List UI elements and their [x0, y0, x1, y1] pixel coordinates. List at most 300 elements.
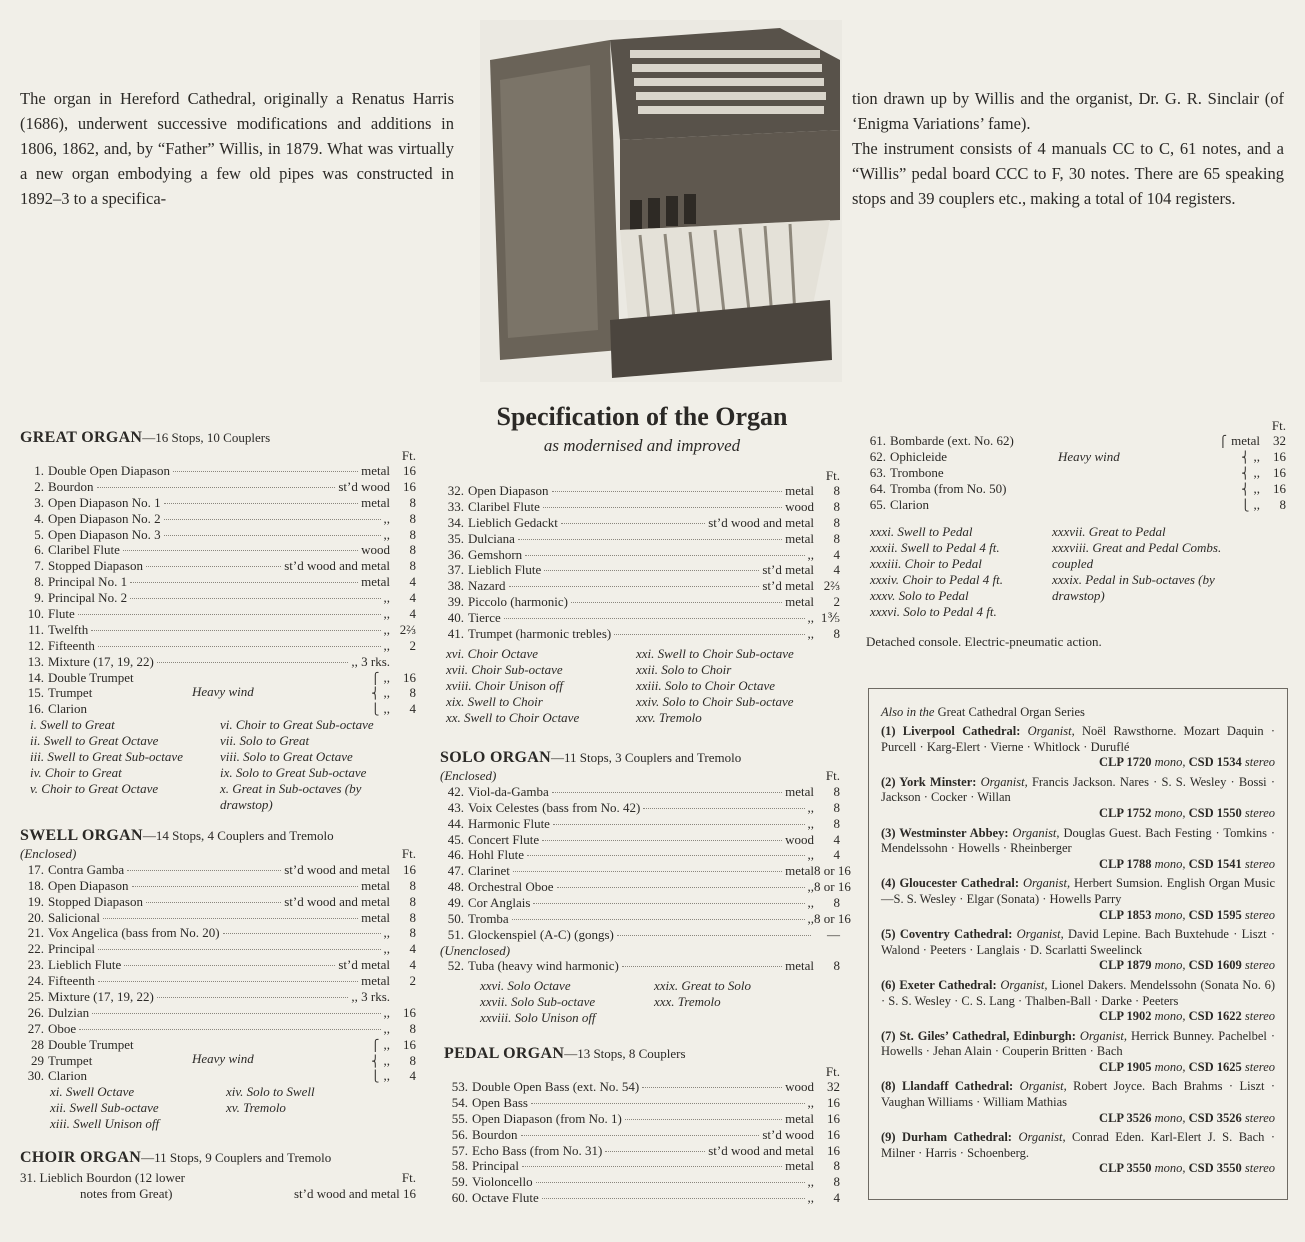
coupler-item: ix. Solo to Great Sub-octave [220, 764, 367, 780]
stop-feet: 8 [833, 783, 840, 799]
swell-heavy-wind-group [20, 1037, 416, 1085]
leader-dots [123, 550, 358, 551]
stop-feet: 16 [403, 1004, 416, 1020]
stop-material: ,, [807, 799, 814, 815]
record-organist-label: Organist, [1079, 1028, 1127, 1043]
stop-number: 48. [447, 879, 464, 895]
stop-material: ,, [1253, 480, 1260, 496]
coupler-item: xxxv. Solo to Pedal [870, 588, 969, 604]
coupler-item: xxxi. Swell to Pedal [870, 524, 973, 540]
stop-number: 30. [27, 1068, 44, 1084]
record-programme: David Lepine. Bach Buxtehude · Liszt · Walond · Peeters · Langlais · D. Scarlatti Sweelinck [881, 927, 1276, 957]
great-organ-section [20, 428, 416, 813]
stop-row [20, 894, 416, 910]
coupler-item: iii. Swell to Great Sub-octave [30, 749, 183, 765]
stop-name: Lieblich Flute [48, 957, 122, 973]
stop-number: 6. [34, 542, 44, 558]
stop-row [440, 531, 840, 547]
record-description [881, 1130, 1275, 1161]
record-organist-label: Organist, [1018, 1130, 1066, 1145]
series-box [868, 688, 1288, 1200]
stop-row [20, 495, 416, 511]
stop-row [440, 483, 840, 499]
stop-row [20, 463, 416, 479]
stop-name: Trumpet [48, 1052, 93, 1068]
record-catalogue [881, 1060, 1275, 1076]
stop-material: metal [1231, 433, 1260, 448]
record-catalogue [881, 958, 1275, 974]
leader-dots [542, 1198, 805, 1199]
stop-feet: 2 [409, 637, 416, 653]
stop-name: Tromba (from No. 50) [890, 480, 1007, 496]
leader-dots [552, 792, 782, 793]
coupler-item: xxxii. Swell to Pedal 4 ft. [870, 540, 1000, 556]
catalogue-mono-number: CLP 1720 [1099, 755, 1152, 770]
pedal-organ-continued [862, 418, 1286, 650]
coupler-item: xxx. Tremolo [654, 993, 721, 1009]
coupler-item: xvi. Choir Octave [446, 645, 539, 661]
stop-feet: 16 [827, 1110, 840, 1126]
stop-name: Dulzian [48, 1004, 90, 1020]
record-description [881, 724, 1275, 755]
stop-row [20, 542, 416, 558]
stop-name: Claribel Flute [48, 542, 120, 558]
record-programme: Douglas Guest. Bach Festing · Tomkins · Mendelssohn · Howells · Rheinberger [881, 825, 1276, 856]
stop-name: Principal [48, 941, 95, 957]
stop-name: Clarinet [468, 863, 510, 879]
record-venue: (6) Exeter Cathedral: [881, 977, 997, 992]
leader-dots [173, 471, 358, 472]
catalogue-stereo-number: CSD 3526 [1188, 1110, 1242, 1125]
stop-material: metal [785, 863, 814, 879]
stop-row [20, 590, 416, 606]
stop-row [440, 863, 851, 879]
leader-dots [79, 1029, 380, 1030]
stop-number: 54. [451, 1094, 468, 1110]
stop-feet: 8 [409, 877, 416, 893]
stop-name: Clarion [48, 1068, 87, 1084]
catalogue-stereo-number: CSD 1541 [1188, 856, 1242, 871]
stop-material: st’d metal [762, 578, 814, 594]
leader-dots [527, 855, 805, 856]
swell-organ-section [20, 826, 416, 1132]
stop-name: Harmonic Flute [468, 815, 550, 831]
stop-feet: 16 [403, 669, 416, 685]
stop-material: ,, [807, 1174, 814, 1190]
stop-feet: 16 [1273, 448, 1286, 464]
stop-feet: 4 [409, 1068, 416, 1084]
leader-dots [92, 1013, 380, 1014]
record-catalogue [881, 857, 1275, 873]
coupler-item: xii. Swell Sub-octave [50, 1100, 159, 1116]
stop-number: 22. [27, 941, 44, 957]
stop-name: Contra Gamba [48, 861, 125, 877]
stop-row [440, 515, 840, 531]
stop-number: 37. [447, 562, 464, 578]
leader-dots [223, 933, 381, 934]
leader-dots [561, 523, 705, 524]
stop-number: 51. [447, 926, 464, 942]
stop-number: 10. [27, 606, 44, 622]
stop-row [20, 527, 416, 543]
stop-feet: 16 [827, 1094, 840, 1110]
record-programme: Francis Jackson. Nares · S. S. Wesley · Bossi · Jackson · Cocker · Willan [881, 774, 1276, 805]
coupler-item: xviii. Choir Unison off [446, 677, 563, 693]
series-record [881, 724, 1275, 771]
ft-label: Ft. [825, 468, 840, 483]
stop-number: 43. [447, 799, 464, 815]
stop-number: 11. [28, 621, 44, 637]
stop-material: ,, 3 rks. [351, 653, 390, 669]
stop-name: Open Diapason No. 2 [48, 510, 161, 526]
stop-name: Vox Angelica (bass from No. 20) [48, 925, 220, 941]
leader-dots [164, 535, 381, 536]
stop-name: Lieblich Gedackt [468, 514, 558, 530]
stop-feet: 8 [409, 893, 416, 909]
record-venue: (1) Liverpool Cathedral: [881, 724, 1021, 738]
stop-name: Echo Bass (from No. 31) [472, 1142, 603, 1158]
stop-feet: 8 or 16 [814, 879, 851, 895]
leader-dots [544, 570, 759, 571]
stop-material: st’d wood and metal [708, 514, 814, 530]
choir-organ-continued [440, 468, 840, 725]
stop-material: ,, [807, 879, 814, 895]
stop-row [440, 895, 840, 911]
stop-feet: 16 [1273, 464, 1286, 480]
stop-name: Stopped Diapason [48, 558, 143, 574]
stop-material: st’d wood [762, 1126, 814, 1142]
stop-material: st’d wood [338, 478, 390, 494]
stop-material: st’d wood and metal [708, 1142, 814, 1158]
stop-row [20, 925, 416, 941]
stop-feet: 8 [833, 626, 840, 642]
stop-name: Open Diapason (from No. 1) [472, 1110, 622, 1126]
great-couplers [20, 717, 416, 812]
stop-material: metal [785, 1110, 814, 1126]
leader-dots [509, 586, 760, 587]
coupler-item: xxvii. Solo Sub-octave [480, 993, 596, 1009]
stop-material: ,, [807, 815, 814, 831]
leader-dots [513, 871, 782, 872]
stop-row [20, 574, 416, 590]
stop-row [440, 562, 840, 578]
stop-feet: 8 [409, 542, 416, 558]
stop-row [440, 816, 840, 832]
stop-name: Salicional [48, 909, 100, 925]
stop-material: metal [361, 574, 390, 590]
stop-number: 42. [447, 783, 464, 799]
stop-feet: 8 [409, 494, 416, 510]
stop-name: Tuba (heavy wind harmonic) [468, 957, 619, 973]
stop-material: metal [785, 957, 814, 973]
stop-name: Trombone [890, 464, 944, 480]
coupler-item: drawstop) [220, 796, 273, 812]
stop-name: Ophicleide [890, 448, 948, 464]
stop-number: 26. [27, 1004, 44, 1020]
stop-material: wood [785, 1079, 814, 1094]
stop-feet: 8 [409, 510, 416, 526]
console-note: Detached console. Electric-pneumatic action. [866, 633, 1102, 649]
stop-row [20, 973, 416, 989]
mono-label: mono, [1154, 958, 1186, 973]
stop-material: ,, [383, 941, 390, 957]
stop-name: Clarion [48, 701, 87, 717]
stop-name: Double Trumpet [48, 669, 134, 685]
stop-material: st’d wood and metal [284, 893, 390, 909]
stop-name: Open Bass [472, 1094, 528, 1110]
brace: ⎧ [371, 1039, 380, 1052]
stop-feet: 8 [833, 799, 840, 815]
organ-console-photo [480, 20, 842, 382]
series-record [881, 876, 1275, 923]
stop-number: 34. [447, 514, 464, 530]
stop-feet: 8 [833, 514, 840, 530]
stop-name: Trumpet [48, 685, 93, 701]
stop-material: st’d wood and metal [284, 558, 390, 574]
stop-row [440, 800, 840, 816]
leader-dots [518, 539, 782, 540]
stop-name: Mixture (17, 19, 22) [48, 653, 154, 669]
coupler-item: drawstop) [1052, 588, 1105, 604]
leader-dots [98, 981, 358, 982]
stop-material: metal [361, 494, 390, 510]
brace: ⎨ [371, 1055, 380, 1068]
coupler-item: xxix. Great to Solo [654, 977, 751, 993]
stop-material: ,, [383, 526, 390, 542]
stop-31-name: 31. Lieblich Bourdon (12 lower [20, 1170, 185, 1185]
leader-dots [504, 618, 805, 619]
stop-number: 3. [34, 494, 44, 510]
stop-material: ,, [383, 925, 390, 941]
stop-feet: 8 [833, 1174, 840, 1190]
record-organist-label: Organist, [1022, 876, 1071, 891]
stereo-label: stereo [1244, 805, 1275, 820]
stop-feet: 4 [833, 1190, 840, 1206]
stereo-label: stereo [1244, 1161, 1275, 1176]
stop-material: st’d wood and metal [284, 861, 390, 877]
stop-material: ,, [1253, 448, 1260, 464]
record-catalogue [881, 1161, 1275, 1177]
leader-dots [533, 903, 804, 904]
record-organist-label: Organist, [1012, 825, 1060, 840]
stop-feet: 16 [403, 861, 416, 877]
stop-material: ,, [807, 626, 814, 642]
stop-number: 63. [869, 464, 886, 480]
stop-number: 2. [34, 478, 44, 494]
coupler-item: viii. Solo to Great Octave [220, 749, 353, 765]
record-organist-label: Organist, [980, 774, 1028, 789]
stop-name: Double Open Bass (ext. No. 54) [472, 1079, 640, 1094]
stop-number: 46. [447, 847, 464, 863]
record-description [881, 978, 1275, 1009]
coupler-item: xxxvii. Great to Pedal [1052, 524, 1166, 540]
stop-material: ,, [383, 637, 390, 653]
coupler-item: xxi. Swell to Choir Sub-octave [636, 645, 794, 661]
stop-row [444, 1158, 840, 1174]
stop-material: metal [785, 483, 814, 498]
stop-feet: 8 [833, 498, 840, 514]
record-venue: (4) Gloucester Cathedral: [881, 876, 1020, 891]
stop-number: 40. [447, 610, 464, 626]
brace: ⎩ [1241, 499, 1250, 512]
leader-dots [98, 646, 381, 647]
mono-label: mono, [1154, 1059, 1186, 1074]
mono-label: mono, [1154, 1009, 1186, 1024]
coupler-item: xxiii. Solo to Choir Octave [636, 677, 776, 693]
ditto: ,, [383, 701, 390, 717]
leader-dots [642, 1087, 782, 1088]
mono-label: mono, [1154, 1110, 1186, 1125]
stop-feet: 2 [409, 973, 416, 989]
mono-label: mono, [1154, 907, 1186, 922]
stop-name: Trumpet (harmonic trebles) [468, 626, 612, 642]
stop-name: Bombarde (ext. No. 62) [890, 433, 1014, 448]
catalogue-mono-number: CLP 1788 [1099, 856, 1152, 871]
stop-feet: 2⅔ [399, 621, 416, 637]
series-record [881, 927, 1275, 974]
stop-row [862, 465, 1286, 481]
stop-feet: 4 [833, 546, 840, 562]
mono-label: mono, [1154, 755, 1186, 770]
mono-label: mono, [1154, 805, 1186, 820]
stop-row [862, 497, 1286, 513]
brace: ⎨ [1241, 467, 1250, 480]
stop-material: ,, [807, 546, 814, 562]
brace: ⎨ [1241, 483, 1250, 496]
ft-label: Ft. [401, 1170, 416, 1185]
coupler-item: xxxiii. Choir to Pedal [870, 556, 982, 572]
stop-feet: 2 [833, 594, 840, 610]
stop-row [444, 1127, 840, 1143]
stop-material: ,, [383, 1004, 390, 1020]
record-catalogue [881, 1111, 1275, 1127]
record-venue: (5) Coventry Cathedral: [881, 927, 1013, 942]
choir-organ-heading: CHOIR ORGAN—11 Stops, 9 Couplers and Tremolo [20, 1149, 332, 1166]
coupler-item: xx. Swell to Choir Octave [446, 709, 580, 725]
record-venue: (9) Durham Cathedral: [881, 1130, 1012, 1145]
leader-dots [625, 1119, 782, 1120]
stop-row [440, 879, 851, 895]
stop-row [444, 1190, 840, 1206]
leader-dots [127, 870, 281, 871]
stop-name: Open Diapason [468, 483, 549, 498]
swell-organ-heading: SWELL ORGAN—14 Stops, 4 Couplers and Tremolo [20, 827, 334, 844]
stop-row [20, 1021, 416, 1037]
stereo-label: stereo [1244, 907, 1275, 922]
stop-number: 13. [27, 653, 44, 669]
coupler-item: xxxiv. Choir to Pedal 4 ft. [870, 572, 1003, 588]
ft-label: Ft. [825, 768, 840, 783]
stop-number: 59. [451, 1174, 468, 1190]
stop-row [20, 638, 416, 654]
record-venue: (2) York Minster: [881, 774, 977, 789]
stop-material: ,, [807, 895, 814, 911]
record-organist-label: Organist, [1016, 927, 1064, 942]
brace: ⎩ [371, 1071, 380, 1084]
stop-number: 15. [27, 685, 44, 701]
leader-dots [605, 1151, 705, 1152]
stop-name: Open Diapason [48, 877, 129, 893]
stop-material: ,, [383, 590, 390, 606]
leader-dots [164, 519, 381, 520]
stop-feet: 8 [409, 526, 416, 542]
leader-dots [130, 598, 380, 599]
stop-number: 62. [869, 448, 886, 464]
stop-feet: 4 [409, 606, 416, 622]
stop-name: Concert Flute [468, 831, 540, 847]
stereo-label: stereo [1244, 1059, 1275, 1074]
stop-number: 25. [27, 989, 44, 1005]
stop-feet: 8 [833, 1158, 840, 1174]
stop-feet: 8 [409, 1020, 416, 1036]
stop-row [440, 499, 840, 515]
stop-row [440, 547, 840, 563]
stop-name: Claribel Flute [468, 498, 540, 514]
great-heavy-wind-group [20, 670, 416, 718]
coupler-item: xxviii. Solo Unison off [480, 1009, 596, 1025]
stop-material: wood [785, 498, 814, 514]
stop-row [440, 784, 840, 800]
stop-number: 29 [31, 1052, 44, 1068]
stop-name: Nazard [468, 578, 506, 594]
solo-couplers [440, 978, 840, 1026]
choir-organ-section [20, 1148, 416, 1202]
stop-number: 60. [451, 1190, 468, 1206]
stop-number: 9. [34, 590, 44, 606]
leader-dots [543, 507, 782, 508]
stop-number: 1. [34, 463, 44, 478]
stop-name: Double Open Diapason [48, 463, 171, 478]
leader-dots [614, 634, 804, 635]
stop-row [444, 1174, 840, 1190]
stop-name: Fifteenth [48, 637, 95, 653]
leader-dots [132, 886, 359, 887]
catalogue-stereo-number: CSD 3550 [1188, 1161, 1242, 1176]
stop-row [20, 606, 416, 622]
leader-dots [617, 935, 811, 936]
stop-row [20, 1005, 416, 1021]
stop-material: ,, [383, 606, 390, 622]
stop-material: wood [361, 542, 390, 558]
coupler-item: vii. Solo to Great [220, 733, 310, 749]
leader-dots [164, 503, 358, 504]
stop-material: ,, [383, 621, 390, 637]
mono-label: mono, [1154, 856, 1186, 871]
stop-feet: 8 [409, 558, 416, 574]
leader-dots [553, 824, 805, 825]
stop-row [862, 481, 1286, 497]
stop-row [20, 941, 416, 957]
stop-row [440, 832, 840, 848]
coupler-item: xi. Swell Octave [50, 1084, 135, 1100]
stop-name: Mixture (17, 19, 22) [48, 989, 154, 1005]
leader-dots [552, 491, 783, 492]
stop-number: 50. [447, 911, 464, 927]
stop-number: 44. [447, 815, 464, 831]
catalogue-mono-number: CLP 1879 [1099, 958, 1152, 973]
leader-dots [522, 1166, 782, 1167]
coupler-item: vi. Choir to Great Sub-octave [220, 717, 374, 733]
stop-number: 24. [27, 973, 44, 989]
stop-name: Viol-da-Gamba [468, 783, 549, 799]
stop-number: 55. [451, 1110, 468, 1126]
pedal-heavy-wind-group [862, 433, 1286, 512]
record-programme: Herbert Sumsion. English Organ Music—S. S. Wesley · Elgar (Sonata) · Howells Parry [881, 876, 1276, 906]
record-organist-label: Organist, [1027, 724, 1075, 738]
catalogue-stereo-number: CSD 1534 [1188, 755, 1242, 770]
heavy-wind-label: Heavy wind [1058, 449, 1120, 464]
stop-feet: 32 [1273, 433, 1286, 448]
